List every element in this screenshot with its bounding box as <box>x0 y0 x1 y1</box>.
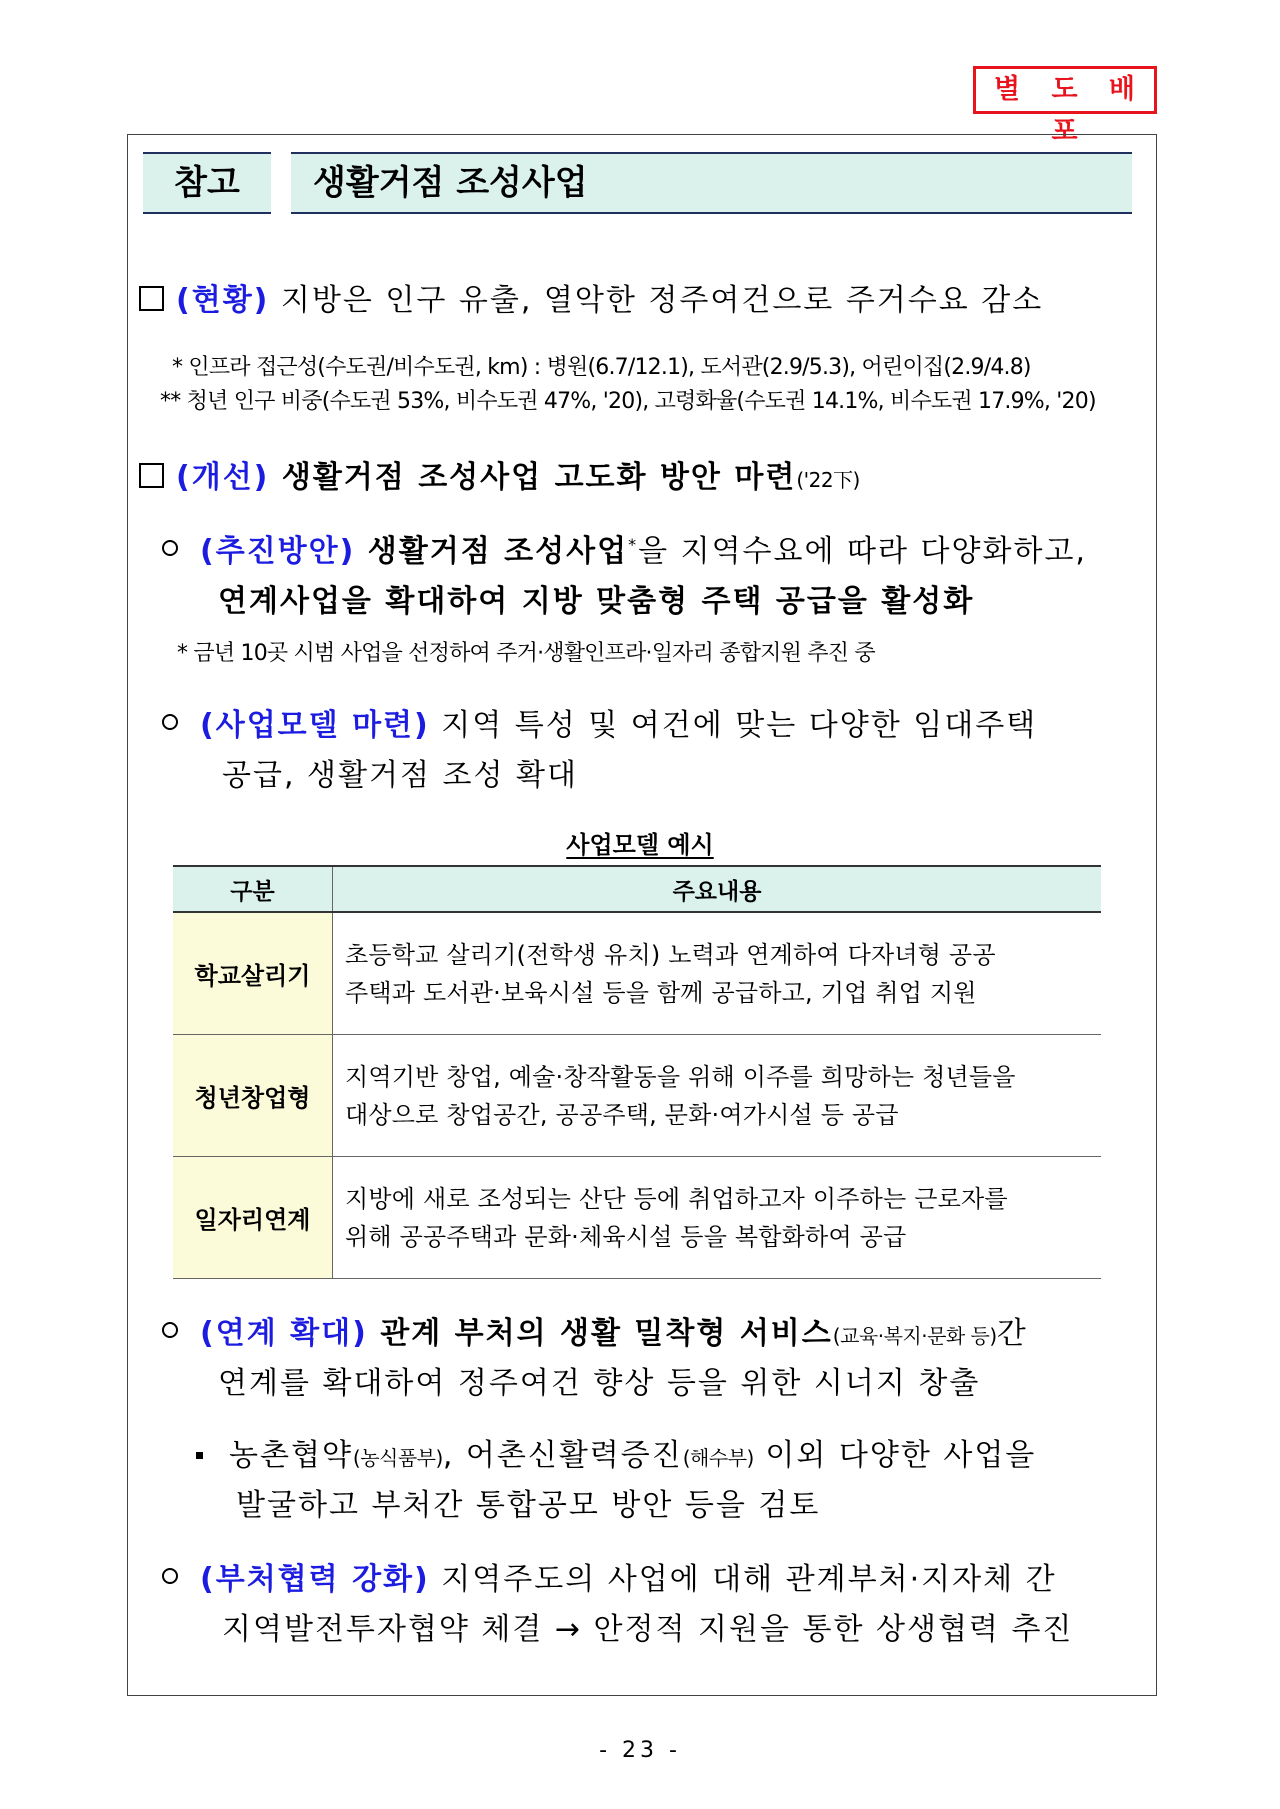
circle-bullet-icon <box>162 714 178 730</box>
item-text: 간 <box>996 1316 1028 1351</box>
item-strategy-line2: 연계사업을 확대하여 지방 맞춤형 주택 공급을 활성화 <box>218 584 975 619</box>
square-bullet-icon <box>139 463 164 488</box>
sub-item-programs <box>196 1430 1036 1474</box>
table-content <box>333 912 1102 1035</box>
item-text: 지역 특성 및 여건에 맞는 다양한 임대주택 <box>429 708 1038 743</box>
table-row <box>173 912 1101 1035</box>
item-business-model <box>162 700 1037 744</box>
item-business-model-line2: 공급, 생활거점 조성 확대 <box>222 758 578 793</box>
content-line: 초등학교 살리기(전학생 유치) 노력과 연계하여 다자녀형 공공 <box>345 940 996 969</box>
table-content <box>333 1035 1102 1157</box>
page-title: 생활거점 조성사업 <box>291 152 1132 214</box>
section-improvement <box>139 452 860 496</box>
item-text-small: (교육·복지·문화 등) <box>832 1324 997 1348</box>
page-number: - 23 - <box>599 1738 681 1763</box>
square-bullet-icon <box>139 286 164 311</box>
table-row <box>173 1157 1101 1279</box>
note-pilot: * 금년 10곳 시범 사업을 선정하여 주거·생활인프라·일자리 종합지원 추진 중 <box>177 641 875 666</box>
sub-text: , 어촌신활력증진 <box>442 1438 683 1473</box>
table-title: 사업모델 예시 <box>566 831 714 859</box>
content-line: 위해 공공주택과 문화·체육시설 등을 복합화하여 공급 <box>345 1222 907 1251</box>
reference-badge: 참고 <box>143 152 271 214</box>
item-label: (부처협력 강화) <box>200 1562 430 1597</box>
footnote-mark: * <box>628 535 639 554</box>
content-line: 지역기반 창업, 예술·창작활동을 위해 이주를 희망하는 청년들을 <box>345 1062 1016 1091</box>
item-text: 관계 부처의 생활 밀착형 서비스 <box>367 1316 833 1351</box>
item-cooperation-line2: 지역발전투자협약 체결 → 안정적 지원을 통한 상생협력 추진 <box>222 1612 1074 1647</box>
table-header: 주요내용 <box>333 866 1102 912</box>
table-category: 학교살리기 <box>173 912 333 1035</box>
item-text: 을 지역수요에 따라 다양화하고, <box>638 534 1087 569</box>
section-label: (개선) <box>176 460 270 495</box>
sub-text: 이외 다양한 사업을 <box>753 1438 1037 1473</box>
section-current-status <box>139 275 1043 319</box>
content-line: 주택과 도서관·보육시설 등을 함께 공급하고, 기업 취업 지원 <box>345 978 977 1007</box>
separate-distribution-stamp: 별 도 배 포 <box>973 66 1157 114</box>
item-linkage-line2: 연계를 확대하여 정주여건 향상 등을 위한 시너지 창출 <box>218 1366 981 1401</box>
item-strategy <box>162 526 1087 570</box>
sub-text: 농촌협약 <box>229 1438 353 1473</box>
section-text: 생활거점 조성사업 고도화 방안 마련 <box>269 460 797 495</box>
content-line: 지방에 새로 조성되는 산단 등에 취업하고자 이주하는 근로자를 <box>345 1184 1008 1213</box>
circle-bullet-icon <box>162 1322 178 1338</box>
sub-text-small: (농식품부) <box>352 1446 443 1470</box>
note-youth-ratio: ** 청년 인구 비중(수도권 53%, 비수도권 47%, '20), 고령화율(수도권 14.1%, 비수도권 17.9%, '20) <box>160 389 1096 414</box>
item-text: 생활거점 조성사업 <box>355 534 629 569</box>
business-model-table <box>173 865 1101 1279</box>
section-label: (현황) <box>176 283 270 318</box>
circle-bullet-icon <box>162 540 178 556</box>
table-category: 일자리연계 <box>173 1157 333 1279</box>
table-content <box>333 1157 1102 1279</box>
section-date: ('22下) <box>796 468 860 492</box>
square-small-bullet-icon <box>196 1452 203 1459</box>
circle-bullet-icon <box>162 1568 178 1584</box>
item-linkage <box>162 1308 1028 1352</box>
table-row <box>173 1035 1101 1157</box>
item-label: (추진방안) <box>200 534 356 569</box>
item-label: (연계 확대) <box>200 1316 368 1351</box>
section-text: 지방은 인구 유출, 열악한 정주여건으로 주거수요 감소 <box>269 283 1044 318</box>
sub-item-programs-line2: 발굴하고 부처간 통합공모 방안 등을 검토 <box>236 1488 821 1523</box>
item-text: 지역주도의 사업에 대해 관계부처·지자체 간 <box>429 1562 1057 1597</box>
note-infrastructure: * 인프라 접근성(수도권/비수도권, km) : 병원(6.7/12.1), 도서관(2.9/5.3), 어린이집(2.9/4.8) <box>172 355 1031 380</box>
table-category: 청년창업형 <box>173 1035 333 1157</box>
item-label: (사업모델 마련) <box>200 708 430 743</box>
sub-text-small: (해수부) <box>682 1446 754 1470</box>
table-header-row <box>173 866 1101 912</box>
item-cooperation <box>162 1554 1057 1598</box>
content-line: 대상으로 창업공간, 공공주택, 문화·여가시설 등 공급 <box>345 1100 899 1129</box>
table-header: 구분 <box>173 866 333 912</box>
